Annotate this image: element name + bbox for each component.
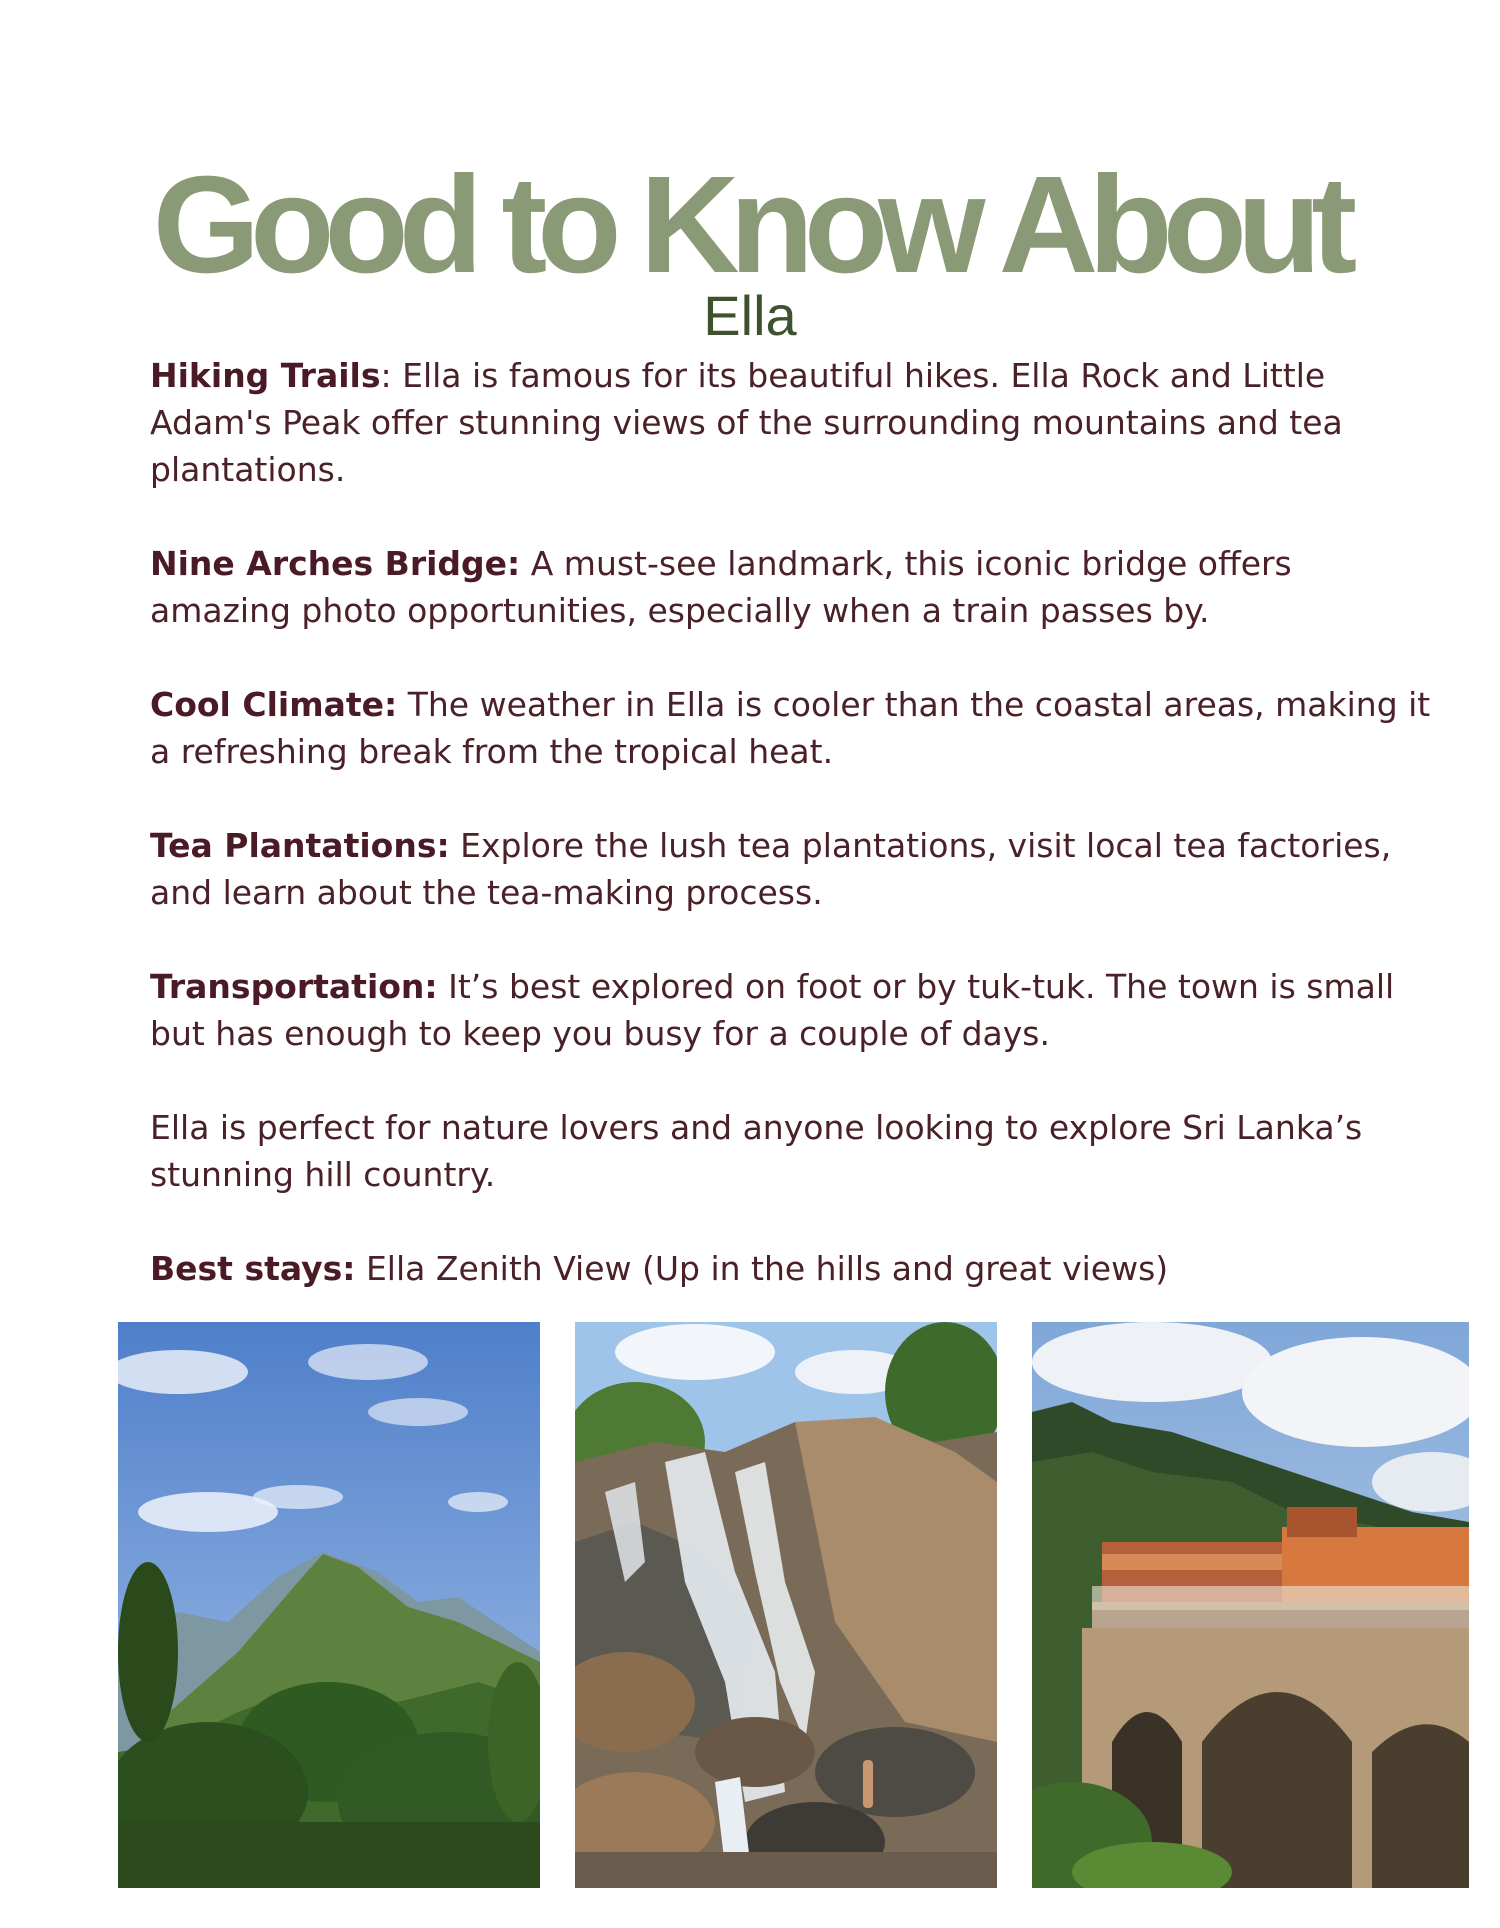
- info-text: Ella is famous for its beautiful hikes. Ella Rock and Little Adam's Peak offer stunning views of the surrounding mountains and tea plantations.: [150, 356, 1343, 489]
- info-text: It’s best explored on foot or by tuk-tuk. The town is small but has enough to keep you busy for a couple of days.: [150, 967, 1395, 1053]
- best-stays: [150, 1245, 1440, 1292]
- info-list: [150, 352, 1440, 1292]
- info-item-nine-arches-bridge: [150, 540, 1440, 634]
- page-title: Good to Know About: [152, 148, 1348, 302]
- info-label: Tea Plantations:: [150, 826, 450, 865]
- info-item-cool-climate: [150, 681, 1440, 775]
- info-text: Explore the lush tea plantations, visit local tea factories, and learn about the tea-making process.: [150, 826, 1392, 912]
- info-separator: :: [380, 356, 392, 395]
- info-item-transportation: [150, 963, 1440, 1057]
- summary-text: Ella is perfect for nature lovers and anyone looking to explore Sri Lanka’s stunning hill country.: [150, 1108, 1363, 1194]
- info-label: Transportation:: [150, 967, 438, 1006]
- waterfall-photo: [575, 1322, 997, 1888]
- info-label: Nine Arches Bridge:: [150, 544, 521, 583]
- info-label: Cool Climate:: [150, 685, 398, 724]
- info-text: The weather in Ella is cooler than the coastal areas, making it a refreshing break from the tropical heat.: [150, 685, 1431, 771]
- best-stays-text: Ella Zenith View (Up in the hills and great views): [355, 1249, 1169, 1288]
- mountain-landscape-photo: [118, 1322, 540, 1888]
- info-label: Hiking Trails: [150, 356, 381, 395]
- info-item-hiking-trails: [150, 352, 1440, 493]
- info-item-tea-plantations: [150, 822, 1440, 916]
- train-on-bridge-photo: [1032, 1322, 1469, 1888]
- best-stays-label: Best stays:: [150, 1249, 356, 1288]
- page-subtitle: Ella: [703, 284, 797, 347]
- info-text: A must-see landmark, this iconic bridge offers amazing photo opportunities, especially when a train passes by.: [150, 544, 1292, 630]
